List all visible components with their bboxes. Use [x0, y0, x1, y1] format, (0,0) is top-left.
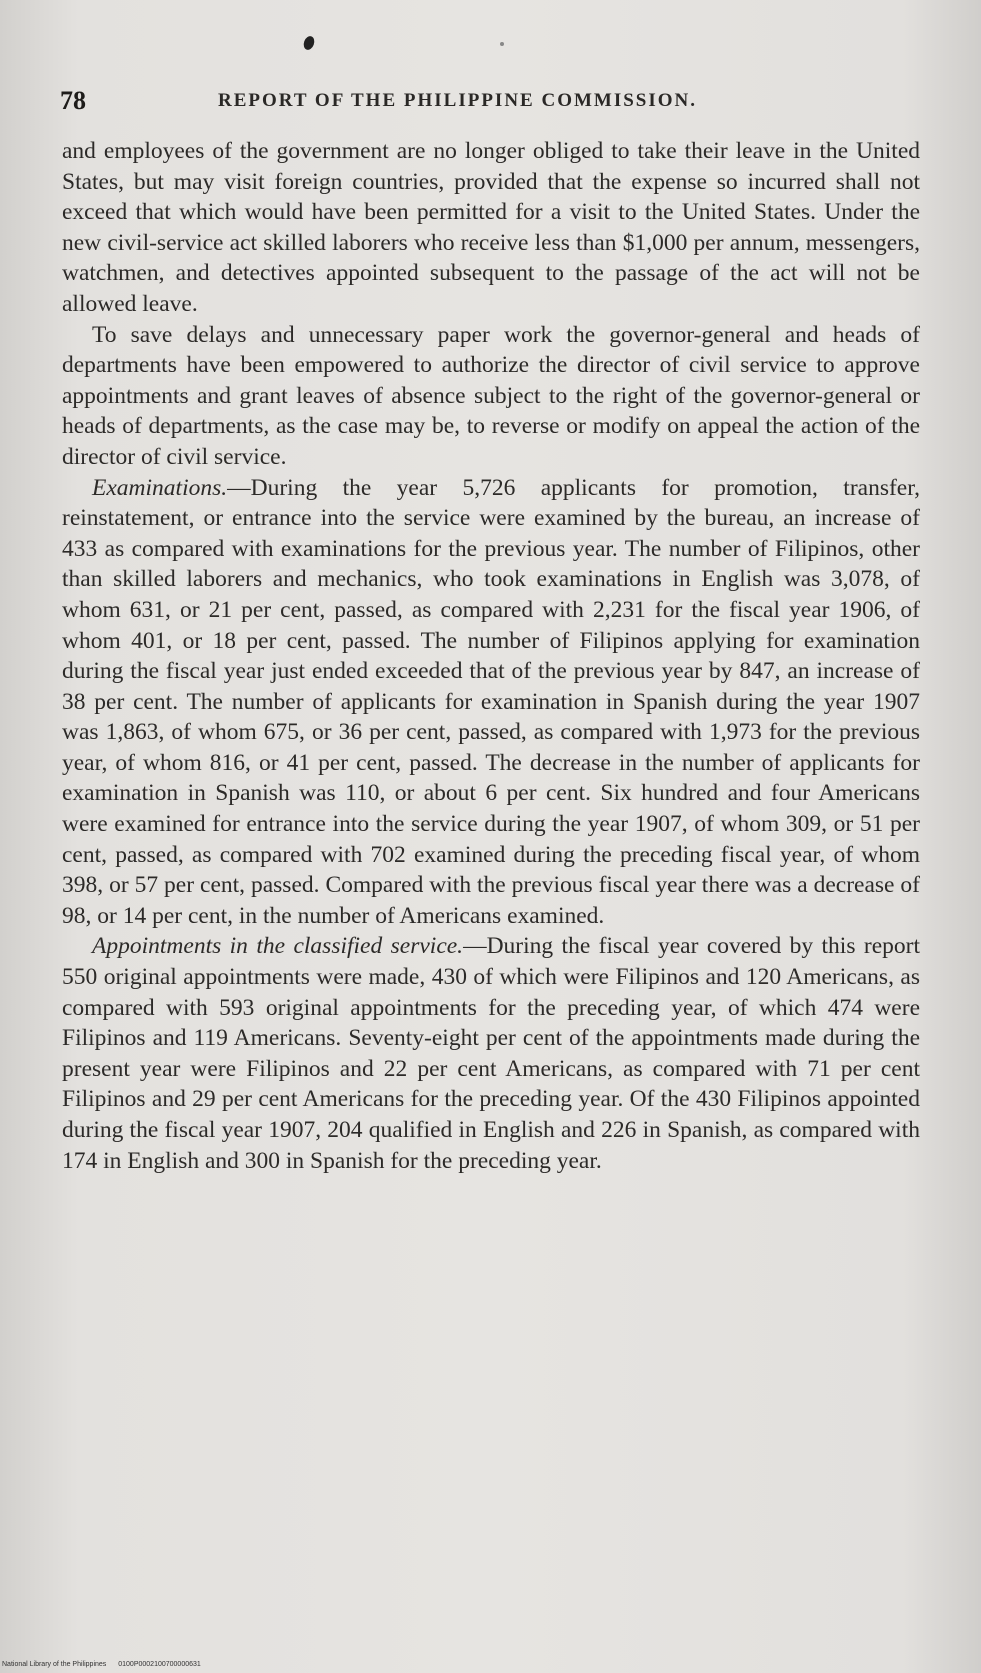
scan-footer: [2, 1661, 211, 1668]
paragraph-examinations: [62, 473, 920, 932]
section-heading-appointments: Appointments in the classified service.: [92, 933, 464, 960]
paragraph-text: —During the fiscal year covered by this report 550 original appointments were made, 430 of which were Filipinos and 120 Americans, as compared with 593 original appointments for the preceding year, of which 474 were Filipinos and 119 Americans. Seventy-eight per cent of the appointments made during the present year were Filipinos and 22 per cent Americans, as compared with 71 per cent Filipinos and 29 per cent Americans for the preceding year. Of the 430 Filipinos appointed during the fiscal year 1907, 204 qualified in English and 226 in Spanish, as compared with 174 in English and 300 in Spanish for the preceding year.: [62, 933, 920, 1174]
ink-smudge: [302, 35, 316, 52]
ink-speck: [500, 42, 504, 46]
paragraph-text: —During the year 5,726 applicants for promotion, transfer, reinstatement, or entrance into the service were examined by the bureau, an increase of 433 as compared with examinations for the previous year. The number of Filipinos, other than skilled laborers and mechanics, who took examinations in English was 3,078, of whom 631, or 21 per cent, passed, as compared with 2,231 for the fiscal year 1906, of whom 401, or 18 per cent, passed. The number of Filipinos applying for examination during the fiscal year just ended exceeded that of the previous year by 847, an increase of 38 per cent. The number of applicants for examination in Spanish during the year 1907 was 1,863, of whom 675, or 36 per cent, passed, as compared with 1,973 for the previous year, of whom 816, or 41 per cent, passed. The decrease in the number of applicants for examination in Spanish was 110, or about 6 per cent. Six hundred and four Americans were examined for entrance into the service during the year 1907, of whom 309, or 51 per cent, passed, as compared with 702 examined during the preceding fiscal year, of whom 398, or 57 per cent, passed. Compared with the previous fiscal year there was a decrease of 98, or 14 per cent, in the number of Americans examined.: [62, 474, 920, 929]
footer-source: National Library of the Philippines: [2, 1661, 107, 1668]
paragraph-delays: [62, 320, 920, 473]
paragraph-text: To save delays and unnecessary paper work the governor-general and heads of departments have been empowered to authorize the director of civil service to approve appointments and grant leaves of absence subject to the right of the governor-general or heads of departments, as the case may be, to reverse or modify on appeal the action of the director of civil service.: [62, 321, 920, 470]
section-heading-examinations: Examinations.: [92, 474, 228, 501]
page-number: 78: [60, 86, 86, 115]
paragraph-appointments: [62, 931, 920, 1176]
paragraph-text: and employees of the government are no longer obliged to take their leave in the United States, but may visit foreign countries, provided that the expense so incurred shall not exceed that which would have been permitted for a visit to the United States. Under the new civil-service act skilled laborers who receive less than $1,000 per annum, messengers, watchmen, and detectives appointed subsequent to the passage of the act will not be allowed leave.: [62, 138, 920, 317]
page-header: [60, 86, 920, 120]
footer-identifier: 0100P0002100700000631: [118, 1661, 201, 1668]
paragraph-leave-continuation: [62, 136, 920, 320]
running-title: REPORT OF THE PHILIPPINE COMMISSION.: [218, 90, 698, 111]
body-text: [62, 136, 920, 1176]
